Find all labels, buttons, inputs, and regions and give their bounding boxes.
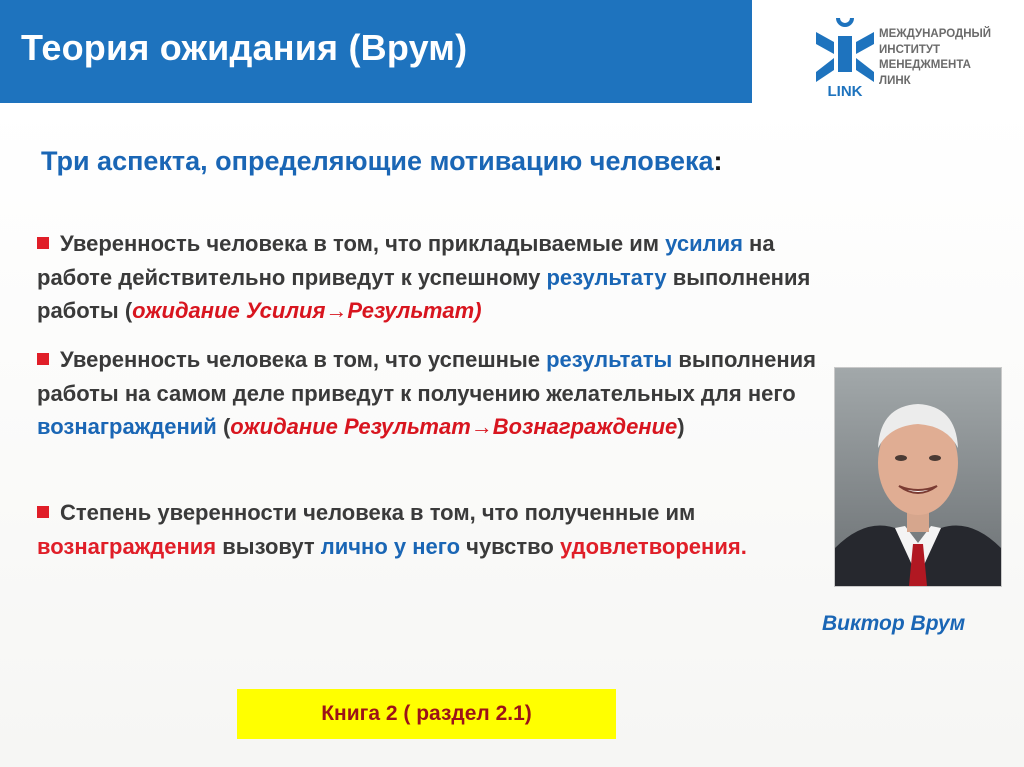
bullet-text: Степень уверенности человека в том, что полученные им: [60, 500, 696, 525]
bullet-text: чувство: [460, 533, 560, 559]
logo-mark-text: LINK: [827, 83, 863, 99]
expectation-label: ожидание Результат→Вознаграждение: [230, 414, 678, 439]
bullet-text: Уверенность человека в том, что прикладываемые им: [60, 231, 666, 256]
bullet-text: (: [216, 414, 231, 439]
logo-line: ИНСТИТУТ: [879, 43, 941, 56]
bullet-square-icon: [37, 506, 49, 518]
subtitle-text: Три аспекта, определяющие мотивацию человека: [41, 146, 714, 176]
bullet-text: выполнения работы на самом деле приведут к получению желательных для него: [37, 347, 817, 406]
title-bar: [0, 0, 752, 103]
keyword: лично у него: [320, 533, 461, 559]
keyword: удовлетворения.: [559, 533, 747, 559]
logo-line: МЕЖДУНАРОДНЫЙ: [879, 28, 992, 40]
portrait-photo: [834, 367, 1002, 587]
subtitle: [41, 146, 723, 177]
bullet-square-icon: [37, 353, 49, 365]
bullet-item: [37, 343, 827, 444]
bullet-text: ): [677, 414, 685, 439]
book-reference: Книга 2 ( раздел 2.1): [237, 689, 616, 739]
bullet-text: Уверенность человека в том, что успешные: [60, 347, 547, 372]
bullet-text: выполнения работы (: [37, 264, 811, 323]
logo-line: ЛИНК: [879, 74, 911, 87]
portrait-image: [835, 368, 1001, 586]
slide-title: Теория ожидания (Врум): [21, 27, 468, 68]
link-logo-icon: [808, 14, 883, 99]
bullet-text: вызовут: [216, 533, 321, 559]
logo-line: МЕНЕДЖМЕНТА: [879, 59, 971, 71]
bullet-text: на работе действительно приведут к успешному: [37, 231, 775, 290]
keyword: вознаграждений: [37, 414, 217, 439]
bullet-item: [37, 227, 827, 328]
keyword: усилия: [665, 231, 743, 256]
expectation-label: ожидание Усилия→Результат): [132, 298, 482, 323]
keyword: вознаграждения: [37, 533, 217, 559]
keyword: результату: [546, 264, 667, 290]
logo-text: [879, 27, 991, 89]
portrait-caption: Виктор Врум: [822, 612, 966, 635]
subtitle-colon: :: [713, 146, 723, 176]
bullet-square-icon: [37, 237, 49, 249]
bullet-item: [37, 496, 827, 563]
keyword: результаты: [546, 347, 673, 372]
